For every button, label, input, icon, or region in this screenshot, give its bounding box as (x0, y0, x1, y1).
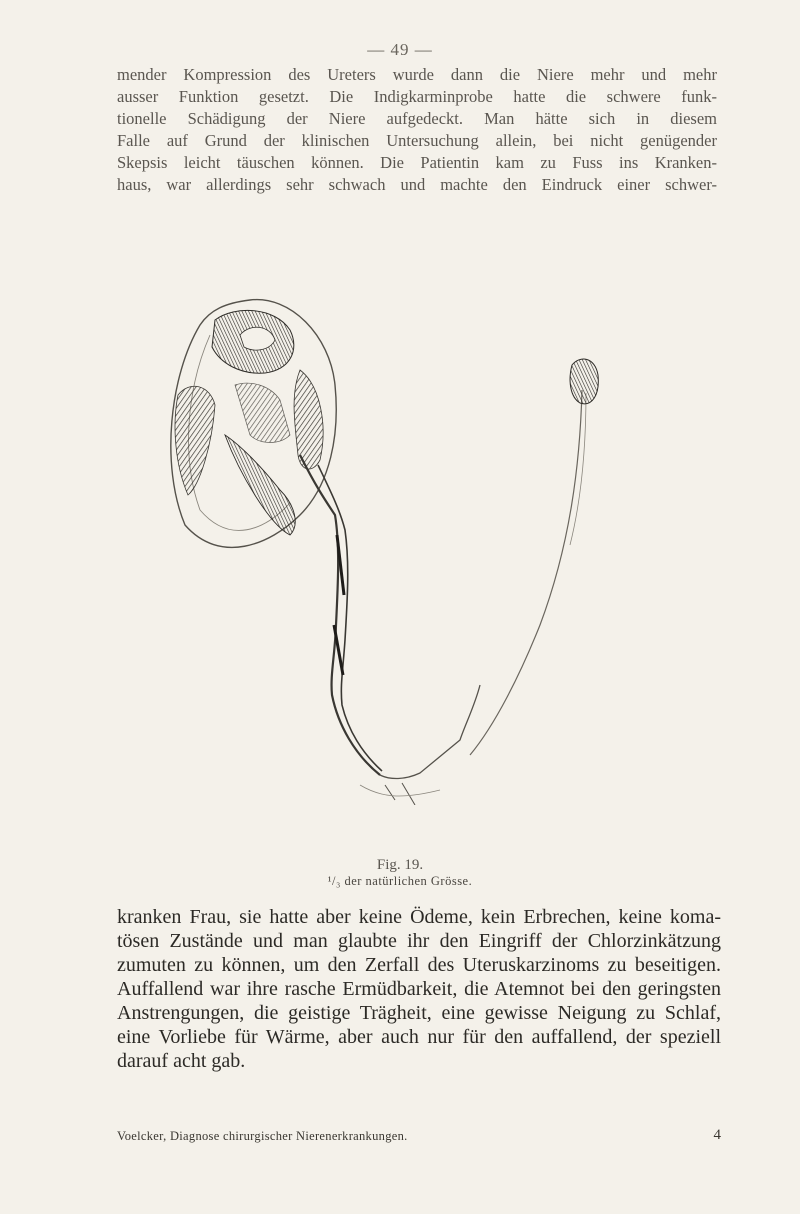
text-line: haus, war allerdings sehr schwach und machte den Eindruck einer schwer- (117, 175, 717, 194)
text-line: darauf acht gab. (117, 1050, 246, 1072)
text-line: tionelle Schädigung der Niere aufgedeckt. Man hätte sich in diesem (117, 109, 717, 128)
page-number: — 49 — (367, 40, 433, 59)
text-line: mender Kompression des Ureters wurde dann die Niere mehr und mehr (117, 65, 717, 84)
text-line: tösen Zustände und man glaubte ihr den Eingriff der Chlorzinkätzung (117, 930, 721, 952)
text-line: ausser Funktion gesetzt. Die Indigkarminprobe hatte die schwere funk- (117, 87, 717, 106)
kidney-ureter-illustration (140, 285, 620, 805)
figure-scale-note: ¹/₃ der natürlichen Grösse. (327, 874, 473, 888)
figure-caption: Fig. 19. (376, 857, 424, 873)
text-line: zumuten zu können, um den Zerfall des Uteruskarzinoms zu beseitigen. (117, 954, 721, 976)
text-line: Auffallend war ihre rasche Ermüdbarkeit, die Atemnot bei den geringsten (117, 978, 721, 1000)
signature-mark: 4 (713, 1127, 721, 1143)
text-line: Skepsis leicht täuschen können. Die Patientin kam zu Fuss ins Kranken- (117, 153, 717, 172)
text-line: Falle auf Grund der klinischen Untersuchung allein, bei nicht genügender (117, 131, 717, 150)
text-line: eine Vorliebe für Wärme, aber auch nur für den auffallend, der speziell (117, 1026, 721, 1048)
text-line: Anstrengungen, die geistige Trägheit, eine gewisse Neigung zu Schlaf, (117, 1002, 721, 1024)
book-source: Voelcker, Diagnose chirurgischer Nierenerkrankungen. (117, 1129, 408, 1143)
text-line: kranken Frau, sie hatte aber keine Ödeme, kein Erbrechen, keine koma- (117, 906, 721, 928)
top-paragraph (117, 64, 717, 196)
bottom-paragraph (117, 905, 721, 1073)
page-footer (117, 1129, 721, 1144)
